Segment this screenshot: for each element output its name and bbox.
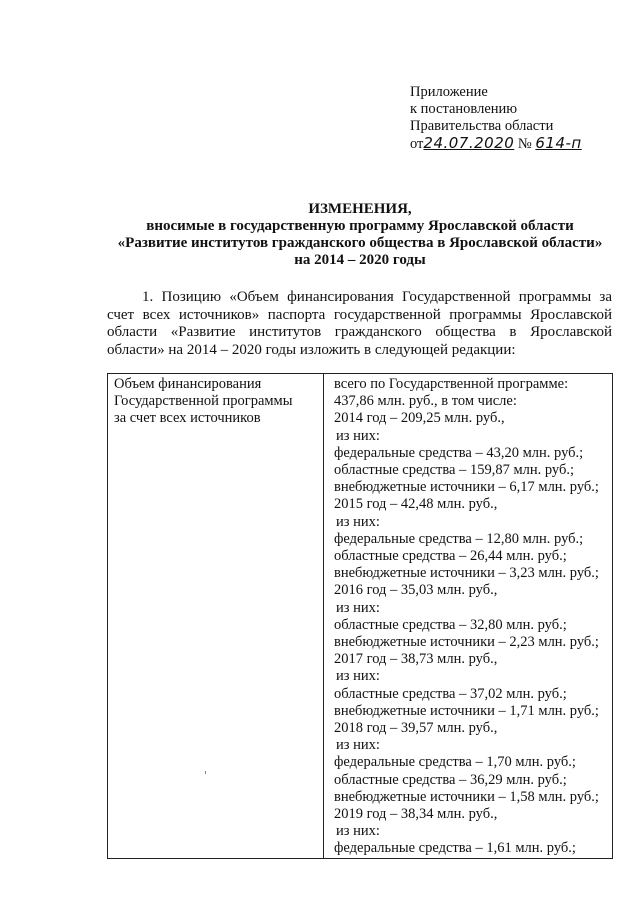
value-line: из них:	[336, 668, 380, 685]
appendix-line-1: Приложение	[410, 84, 488, 100]
body-paragraph	[107, 289, 612, 359]
title-line-4: на 2014 – 2020 годы	[294, 252, 426, 268]
scan-mark	[205, 771, 206, 774]
value-line: 2019 год – 38,34 млн. руб.,	[334, 806, 498, 823]
value-line: областные средства – 32,80 млн. руб.;	[334, 616, 567, 633]
value-line: федеральные средства – 43,20 млн. руб.;	[334, 444, 584, 461]
date-prefix: от	[410, 136, 424, 152]
value-line: федеральные средства – 12,80 млн. руб.;	[334, 530, 584, 547]
value-line: областные средства – 159,87 млн. руб.;	[334, 462, 575, 479]
title-line-3: «Развитие институтов гражданского общества в Ярославской области»	[117, 235, 603, 251]
handwritten-number: 614-п	[535, 134, 582, 152]
value-line: внебюджетные источники – 6,17 млн. руб.;	[334, 479, 599, 496]
value-line: 2015 год – 42,48 млн. руб.,	[334, 496, 498, 513]
financing-table	[107, 373, 613, 859]
value-line: 437,86 млн. руб., в том числе:	[334, 393, 517, 410]
value-line: областные средства – 36,29 млн. руб.;	[334, 771, 567, 788]
value-line: областные средства – 26,44 млн. руб.;	[334, 548, 567, 565]
appendix-date-line	[410, 135, 582, 153]
value-line: внебюджетные источники – 2,23 млн. руб.;	[334, 634, 599, 651]
value-line: федеральные средства – 1,61 млн. руб.;	[334, 840, 576, 857]
paragraph-text: 1. Позицию «Объем финансирования Государственной программы за счет всех источников» паспорта государственной программы Ярославской области «Развитие институтов гражданского общества в Ярославской области» на 2014 – 2020 годы изложить в следующей редакции:	[107, 289, 612, 358]
financing-values	[334, 376, 606, 858]
value-line: 2014 год – 209,25 млн. руб.,	[334, 410, 505, 427]
value-line: внебюджетные источники – 1,58 млн. руб.;	[334, 788, 599, 805]
label-line: за счет всех источников	[114, 410, 261, 427]
value-line: областные средства – 37,02 млн. руб.;	[334, 685, 567, 702]
label-line: Государственной программы	[114, 393, 293, 410]
value-line: 2017 год – 38,73 млн. руб.,	[334, 651, 498, 668]
financing-values-cell	[324, 374, 613, 859]
financing-label	[114, 376, 317, 428]
document-title	[100, 201, 620, 269]
label-line: Объем финансирования	[114, 376, 262, 392]
value-line: из них:	[336, 737, 380, 754]
appendix-line-3: Правительства области	[410, 118, 554, 134]
value-line: из них:	[336, 599, 380, 616]
appendix-block	[410, 84, 582, 153]
value-line: из них:	[336, 513, 380, 530]
value-line: 2016 год – 35,03 млн. руб.,	[334, 582, 498, 599]
appendix-line-2: к постановлению	[410, 101, 518, 117]
value-line: федеральные средства – 1,70 млн. руб.;	[334, 754, 576, 771]
title-line-1: ИЗМЕНЕНИЯ,	[308, 201, 412, 217]
handwritten-date: 24.07.2020	[423, 134, 515, 152]
value-line: внебюджетные источники – 1,71 млн. руб.;	[334, 702, 599, 719]
table-row	[108, 374, 613, 859]
value-line: из них:	[336, 823, 380, 840]
value-line: всего по Государственной программе:	[334, 376, 569, 392]
value-line: внебюджетные источники – 3,23 млн. руб.;	[334, 565, 599, 582]
number-prefix: №	[517, 136, 532, 152]
value-line: из них:	[336, 427, 380, 444]
title-line-2: вносимые в государственную программу Ярославской области	[146, 218, 574, 234]
financing-label-cell	[108, 374, 324, 859]
value-line: 2018 год – 39,57 млн. руб.,	[334, 720, 498, 737]
